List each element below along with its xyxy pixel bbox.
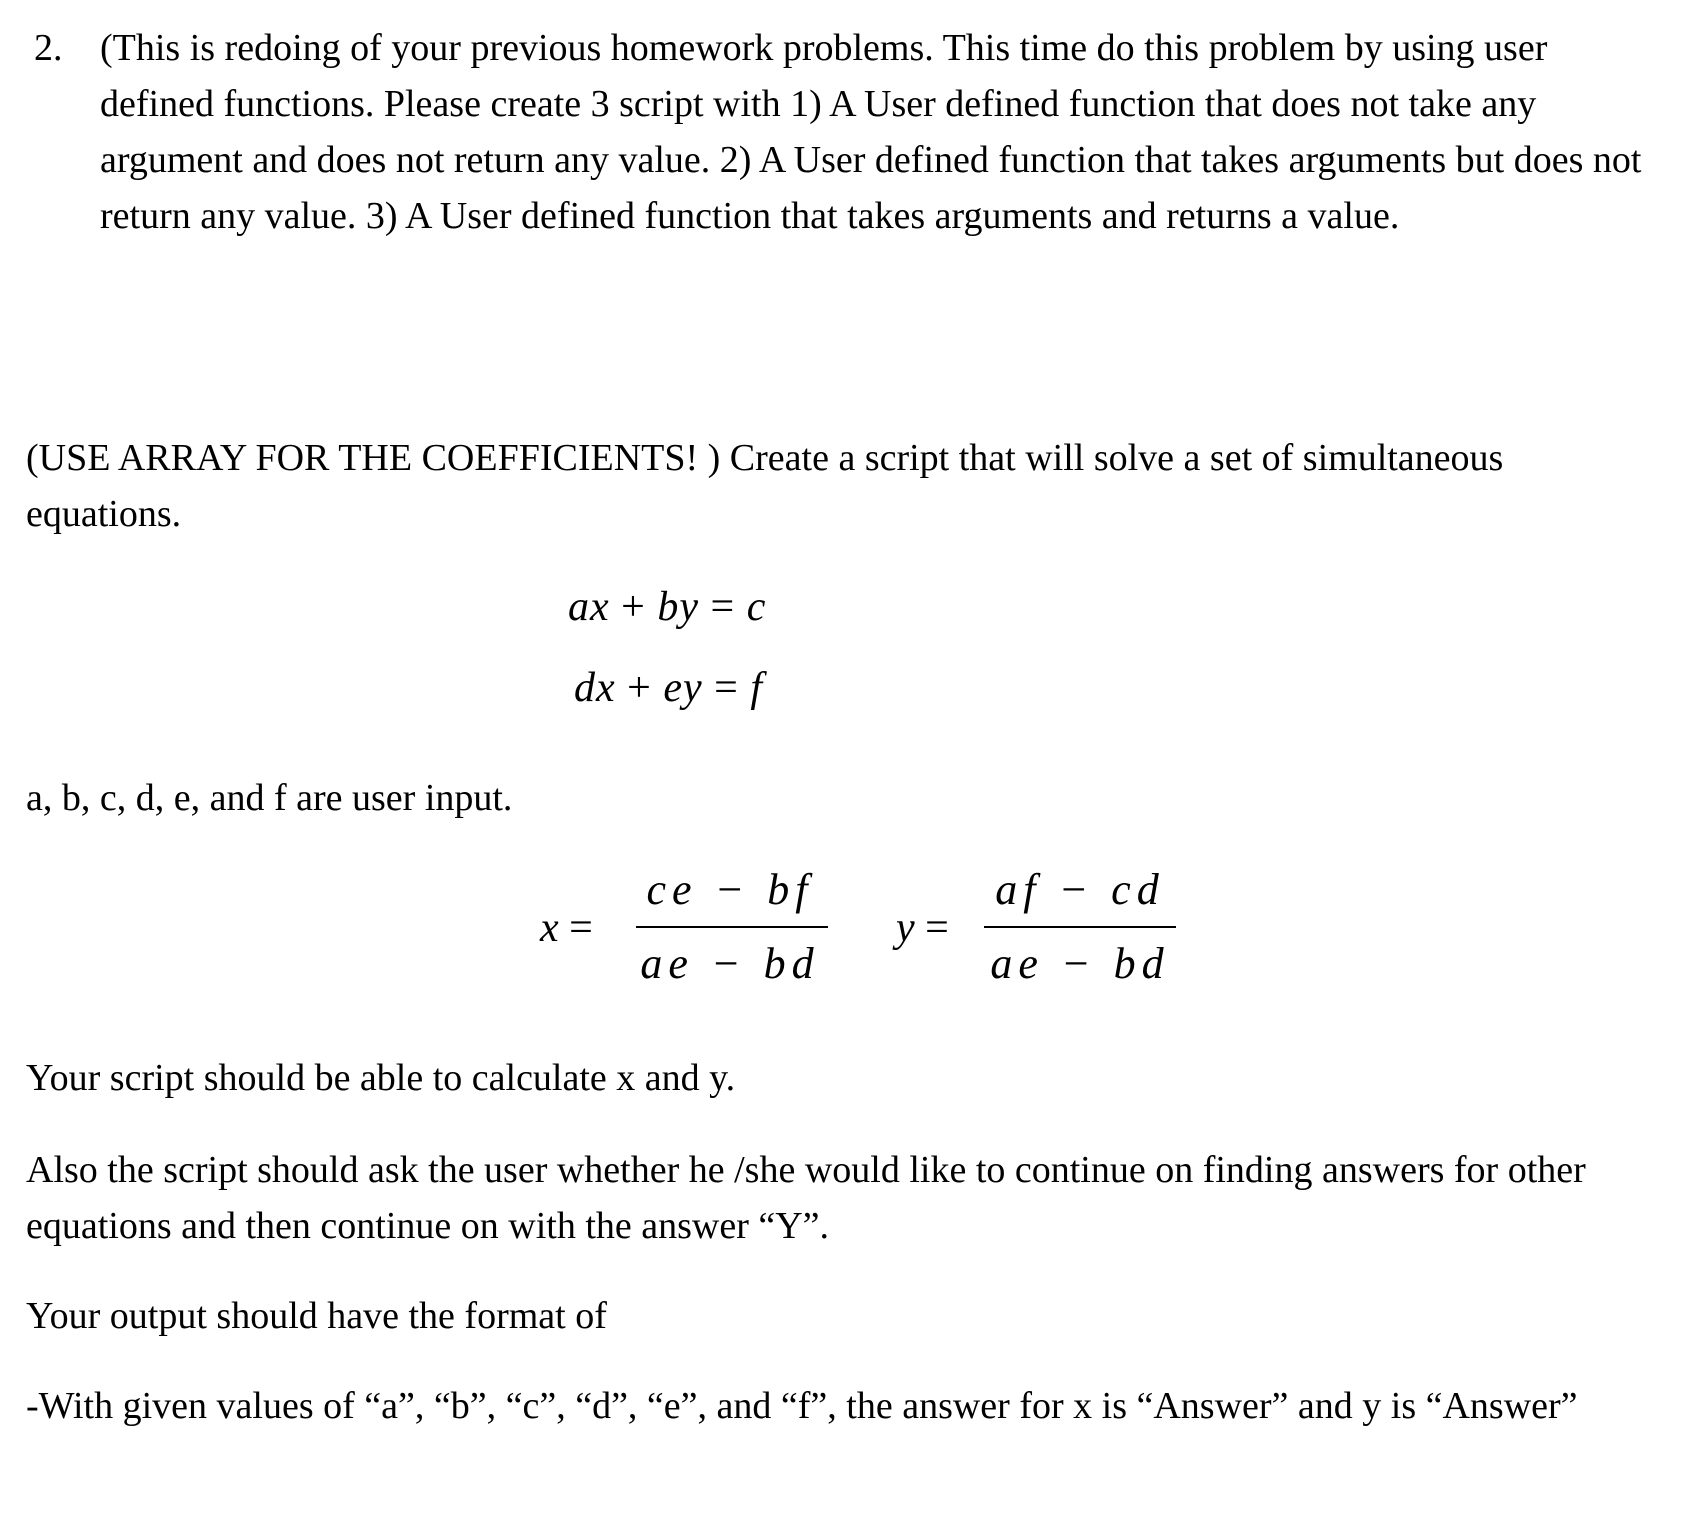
calc-note: Your script should be able to calculate x and y. bbox=[26, 1057, 736, 1099]
continue-note: Also the script should ask the user whether he /she would like to continue on finding answers for other equations and then continue on with the answer “Y”. bbox=[26, 1149, 1586, 1247]
formula-y-denominator: ae − bd bbox=[990, 939, 1170, 988]
formula-y-numerator: af − cd bbox=[995, 865, 1165, 914]
task-statement: (USE ARRAY FOR THE COEFFICIENTS! ) Create a script that will solve a set of simultaneous equations. bbox=[26, 437, 1504, 535]
inputs-note: a, b, c, d, e, and f are user input. bbox=[26, 777, 513, 819]
formula-y-fraction-bar bbox=[984, 926, 1176, 928]
formula-y-label: y = bbox=[896, 905, 949, 951]
formula-x-numerator: ce − bf bbox=[646, 865, 814, 914]
formula-x-label: x = bbox=[540, 905, 593, 951]
equation-2: dx + ey = f bbox=[574, 665, 763, 711]
problem-number: 2. bbox=[34, 27, 63, 69]
formula-x-denominator: ae − bd bbox=[640, 939, 820, 988]
formula-x-fraction-bar bbox=[636, 926, 828, 928]
problem-intro: (This is redoing of your previous homework problems. This time do this problem by using user defined functions. Please create 3 script with 1) A User defined function that does not take any argument and does not return any value. 2) A User defined function that takes arguments but does not return any value. 3) A User defined function that takes arguments and returns a value. bbox=[100, 27, 1642, 237]
equation-1: ax + by = c bbox=[568, 584, 767, 630]
output-format: -With given values of “a”, “b”, “c”, “d”, “e”, and “f”, the answer for x is “Answer” and y is “Answer” bbox=[26, 1385, 1578, 1427]
output-intro: Your output should have the format of bbox=[26, 1295, 607, 1337]
